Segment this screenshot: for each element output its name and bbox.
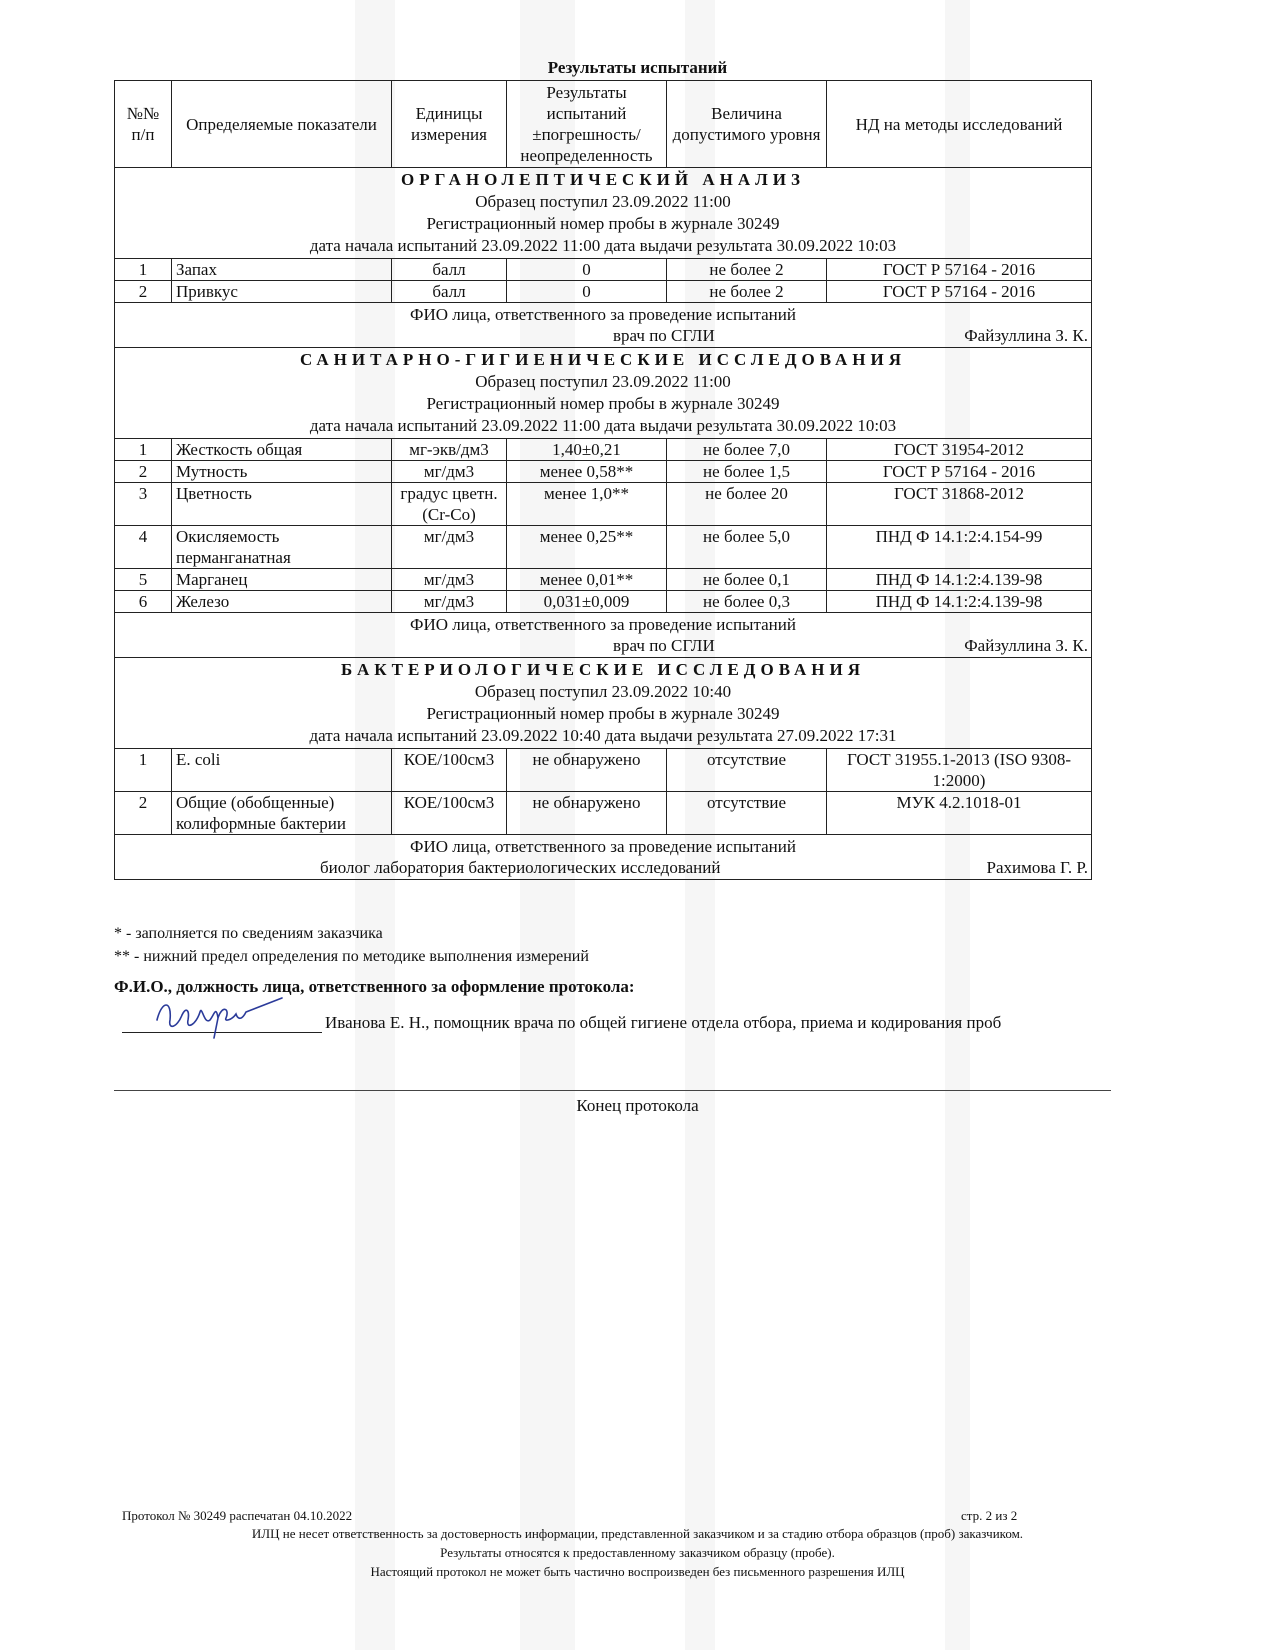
table-row xyxy=(115,792,1092,835)
responsible-label: ФИО лица, ответственного за проведение испытаний xyxy=(410,837,796,856)
table-header-row xyxy=(115,81,1092,168)
row-method: ГОСТ 31868-2012 xyxy=(827,483,1092,526)
row-result: не обнаружено xyxy=(507,792,667,835)
responsible-name: Файзуллина З. К. xyxy=(964,326,1088,345)
row-method: МУК 4.2.1018-01 xyxy=(827,792,1092,835)
header-number: №№ п/п xyxy=(115,81,172,168)
responsible-name: Файзуллина З. К. xyxy=(964,636,1088,655)
row-method: ГОСТ Р 57164 - 2016 xyxy=(827,259,1092,281)
row-unit: градус цветн.(Cr-Co) xyxy=(392,483,507,526)
row-result: менее 0,58** xyxy=(507,461,667,483)
header-limit: Величина допустимого уровня xyxy=(667,81,827,168)
row-limit: не более 2 xyxy=(667,281,827,303)
row-number: 2 xyxy=(115,461,172,483)
responsible-position: биолог лаборатория бактериологических исследований xyxy=(320,858,721,877)
row-result: менее 0,01** xyxy=(507,569,667,591)
responsible-row xyxy=(115,835,1092,880)
row-result: менее 0,25** xyxy=(507,526,667,569)
row-unit: балл xyxy=(392,259,507,281)
row-result: не обнаружено xyxy=(507,749,667,792)
row-indicator: Общие (обобщенные) колиформные бактерии xyxy=(172,792,392,835)
row-indicator: Мутность xyxy=(172,461,392,483)
row-number: 2 xyxy=(115,281,172,303)
row-result: 0 xyxy=(507,281,667,303)
responsible-name: Рахимова Г. Р. xyxy=(986,858,1088,877)
row-unit: КОЕ/100см3 xyxy=(392,749,507,792)
table-row xyxy=(115,526,1092,569)
footer-disclaimer-2: Результаты относятся к предоставленному заказчиком образцу (пробе). xyxy=(440,1545,835,1560)
row-limit: не более 5,0 xyxy=(667,526,827,569)
responsible-label: ФИО лица, ответственного за проведение испытаний xyxy=(410,305,796,324)
row-number: 1 xyxy=(115,439,172,461)
row-limit: не более 0,3 xyxy=(667,591,827,613)
table-row xyxy=(115,439,1092,461)
row-indicator: Окисляемость перманганатная xyxy=(172,526,392,569)
row-unit: балл xyxy=(392,281,507,303)
registration-number: Регистрационный номер пробы в журнале 30249 xyxy=(426,704,780,723)
row-limit: не более 2 xyxy=(667,259,827,281)
row-indicator: Привкус xyxy=(172,281,392,303)
section-header xyxy=(115,168,1092,259)
table-row xyxy=(115,483,1092,526)
footer-disclaimer-1: ИЛЦ не несет ответственность за достоверность информации, представленной заказчиком и за стадию отбора образцов (проб) заказчиком. xyxy=(251,1526,1024,1541)
preparer-name: Иванова Е. Н., помощник врача по общей гигиене отдела отбора, приема и кодирования проб xyxy=(325,1013,1002,1032)
row-number: 5 xyxy=(115,569,172,591)
section-title: БАКТЕРИОЛОГИЧЕСКИЕ ИССЛЕДОВАНИЯ xyxy=(341,660,865,679)
row-number: 1 xyxy=(115,749,172,792)
row-unit: мг/дм3 xyxy=(392,461,507,483)
row-limit: не более 1,5 xyxy=(667,461,827,483)
document-title: Результаты испытаний xyxy=(547,58,728,77)
row-unit: мг/дм3 xyxy=(392,569,507,591)
row-method: ГОСТ 31954-2012 xyxy=(827,439,1092,461)
sample-received: Образец поступил 23.09.2022 10:40 xyxy=(474,682,732,701)
preparer-label: Ф.И.О., должность лица, ответственного за оформление протокола: xyxy=(114,977,635,996)
row-method: ПНД Ф 14.1:2:4.139-98 xyxy=(827,569,1092,591)
registration-number: Регистрационный номер пробы в журнале 30249 xyxy=(426,394,780,413)
row-method: ГОСТ Р 57164 - 2016 xyxy=(827,281,1092,303)
header-result: Результаты испытаний ±погрешность/ неопределенность xyxy=(507,81,667,168)
section-header xyxy=(115,658,1092,749)
row-indicator: Жесткость общая xyxy=(172,439,392,461)
section-title: ОРГАНОЛЕПТИЧЕСКИЙ АНАЛИЗ xyxy=(401,170,805,189)
row-number: 6 xyxy=(115,591,172,613)
section-header xyxy=(115,348,1092,439)
footnote-detection-limit: ** - нижний предел определения по методике выполнения измерений xyxy=(114,948,589,965)
responsible-row xyxy=(115,303,1092,348)
row-unit: мг-экв/дм3 xyxy=(392,439,507,461)
row-method: ГОСТ Р 57164 - 2016 xyxy=(827,461,1092,483)
test-dates: дата начала испытаний 23.09.2022 11:00 дата выдачи результата 30.09.2022 10:03 xyxy=(309,416,897,435)
end-of-protocol: Конец протокола xyxy=(576,1096,699,1115)
header-unit: Единицы измерения xyxy=(392,81,507,168)
row-number: 1 xyxy=(115,259,172,281)
row-method: ГОСТ 31955.1-2013 (ISO 9308-1:2000) xyxy=(827,749,1092,792)
row-method: ПНД Ф 14.1:2:4.154-99 xyxy=(827,526,1092,569)
table-row xyxy=(115,569,1092,591)
row-indicator: Запах xyxy=(172,259,392,281)
table-row xyxy=(115,461,1092,483)
footer-protocol-number: Протокол № 30249 распечатан 04.10.2022 xyxy=(122,1508,353,1523)
results-table xyxy=(114,80,1092,880)
test-dates: дата начала испытаний 23.09.2022 10:40 дата выдачи результата 27.09.2022 17:31 xyxy=(309,726,897,745)
row-indicator: Марганец xyxy=(172,569,392,591)
row-unit: мг/дм3 xyxy=(392,591,507,613)
row-limit: не более 7,0 xyxy=(667,439,827,461)
row-method: ПНД Ф 14.1:2:4.139-98 xyxy=(827,591,1092,613)
section-title: САНИТАРНО-ГИГИЕНИЧЕСКИЕ ИССЛЕДОВАНИЯ xyxy=(299,350,907,369)
footer-page-number: стр. 2 из 2 xyxy=(961,1508,1018,1523)
table-row xyxy=(115,591,1092,613)
end-divider xyxy=(114,1090,1111,1091)
row-number: 2 xyxy=(115,792,172,835)
row-result: 0 xyxy=(507,259,667,281)
responsible-position: врач по СГЛИ xyxy=(613,326,715,345)
table-row xyxy=(115,749,1092,792)
table-row xyxy=(115,281,1092,303)
test-dates: дата начала испытаний 23.09.2022 11:00 дата выдачи результата 30.09.2022 10:03 xyxy=(309,236,897,255)
table-row xyxy=(115,259,1092,281)
sample-received: Образец поступил 23.09.2022 11:00 xyxy=(475,372,731,391)
responsible-row xyxy=(115,613,1092,658)
row-limit: не более 20 xyxy=(667,483,827,526)
sample-received: Образец поступил 23.09.2022 11:00 xyxy=(475,192,731,211)
row-indicator: Цветность xyxy=(172,483,392,526)
registration-number: Регистрационный номер пробы в журнале 30249 xyxy=(426,214,780,233)
row-limit: отсутствие xyxy=(667,792,827,835)
footnote-customer: * - заполняется по сведениям заказчика xyxy=(114,925,383,942)
responsible-label: ФИО лица, ответственного за проведение испытаний xyxy=(410,615,796,634)
responsible-position: врач по СГЛИ xyxy=(613,636,715,655)
row-unit: КОЕ/100см3 xyxy=(392,792,507,835)
row-result: 0,031±0,009 xyxy=(507,591,667,613)
row-indicator: Железо xyxy=(172,591,392,613)
row-result: 1,40±0,21 xyxy=(507,439,667,461)
row-result: менее 1,0** xyxy=(507,483,667,526)
row-indicator: E. coli xyxy=(172,749,392,792)
row-limit: не более 0,1 xyxy=(667,569,827,591)
header-method: НД на методы исследований xyxy=(827,81,1092,168)
signature-icon xyxy=(152,990,292,1040)
row-limit: отсутствие xyxy=(667,749,827,792)
row-unit: мг/дм3 xyxy=(392,526,507,569)
footer-disclaimer-3: Настоящий протокол не может быть частично воспроизведен без письменного разрешения ИЛЦ xyxy=(370,1564,905,1579)
row-number: 3 xyxy=(115,483,172,526)
header-indicator: Определяемые показатели xyxy=(172,81,392,168)
row-number: 4 xyxy=(115,526,172,569)
